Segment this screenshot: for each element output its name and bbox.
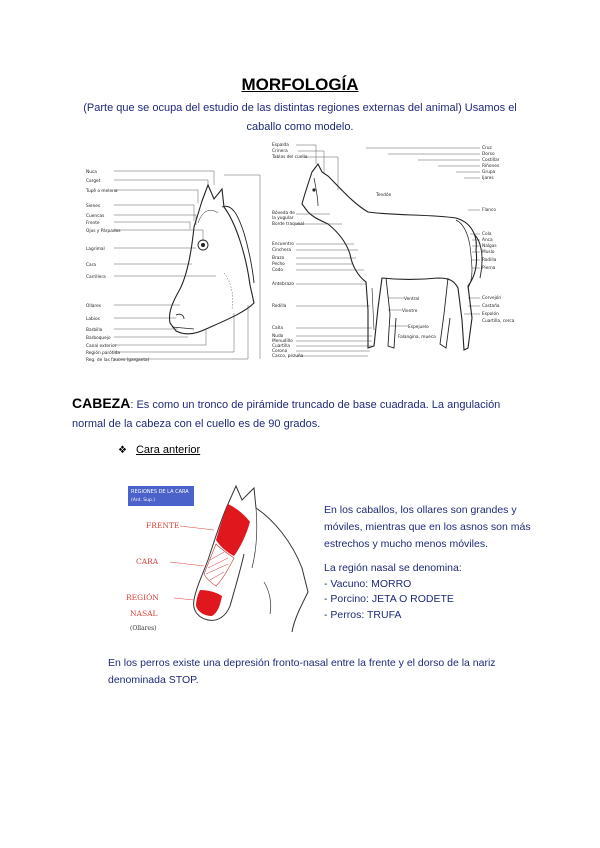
svg-text:Corona: Corona [272,349,288,354]
footer-paragraph: En los perros existe una depresión fronto-nasal entre la frente y el dorso de la nariz denominada STOP. [108,657,496,686]
svg-text:Cuartilla, cerca: Cuartilla, cerca [482,319,515,324]
label-author: (Ollares) [130,625,157,632]
nasal-list [324,561,534,623]
svg-text:Nudo: Nudo [272,334,284,339]
svg-text:Reg. de las fauces (garganta): Reg. de las fauces (garganta) [86,358,150,363]
bullet-cara-anterior [118,444,200,456]
svg-text:Casco, pezuña: Casco, pezuña [272,354,304,359]
ollares-paragraph: En los caballos, los ollares son grandes y móviles, mientras que en los asnos son más estrechos y mucho menos móviles. [324,504,531,550]
horse-head-diagram [84,163,262,371]
svg-text:Pierna: Pierna [482,266,496,271]
svg-text:Muslo: Muslo [482,250,495,255]
svg-text:Pecho: Pecho [272,262,285,267]
svg-text:Cruz: Cruz [482,146,492,151]
svg-text:Espejuelo: Espejuelo [408,325,429,330]
svg-text:Corvejón: Corvejón [482,296,502,301]
svg-text:Canal exterior: Canal exterior [86,344,117,349]
svg-text:Caña: Caña [272,326,283,331]
svg-text:Carrillera: Carrillera [86,275,106,280]
horse-body-diagram [268,138,520,362]
list-item: - Vacuno: MORRO [324,577,412,590]
svg-text:Bóveda de: Bóveda de [272,211,295,216]
nasal-intro: La región nasal se denomina: [324,562,462,574]
svg-text:Barboquejo: Barboquejo [86,336,111,341]
cabeza-heading: CABEZA [72,395,131,411]
svg-text:Nalgas: Nalgas [482,244,497,249]
svg-text:Ventral: Ventral [404,297,420,302]
svg-text:Rodilla: Rodilla [272,304,287,309]
svg-text:Castaña: Castaña [482,304,500,309]
svg-text:Riñones: Riñones [482,164,500,169]
svg-text:Carget: Carget [86,179,101,184]
svg-text:Espalda: Espalda [272,143,289,148]
svg-text:Ojos y Párpados: Ojos y Párpados [86,229,121,234]
cabeza-text: : Es como un tronco de pirámide truncado de base cuadrada. La angulación normal de la cabeza con el cuello es de 90 grados. [72,399,501,430]
svg-text:Flanco: Flanco [482,208,497,213]
label-frente: FRENTE [146,521,180,530]
svg-text:Frente: Frente [86,221,100,226]
svg-text:la yugular: la yugular [272,216,294,221]
svg-text:Vientre: Vientre [402,309,418,314]
svg-text:Grupa: Grupa [482,170,496,175]
page-subtitle: (Parte que se ocupa del estudio de las distintas regiones externas del animal) Usamos el caballo como modelo. [83,102,517,133]
svg-text:Falangina, mueca: Falangina, mueca [398,335,436,340]
bullet-label: Cara anterior [135,444,201,456]
face-box-title: REGIONES DE LA CARA [131,489,189,495]
cabeza-section [72,394,532,434]
list-item: - Porcino: JETA O RODETE [324,593,454,605]
face-box-sub: (Ant. Sup.) [131,498,156,503]
svg-text:Dorso: Dorso [482,152,495,157]
face-regions-diagram [124,482,314,644]
svg-text:Ijares: Ijares [482,176,494,181]
svg-text:Tupê o melena: Tupê o melena [86,189,118,194]
label-region: REGIÓN [126,593,159,602]
svg-text:Cuencas: Cuencas [86,214,105,219]
page-title: MORFOLOGÍA [241,75,359,94]
svg-text:Brazo: Brazo [272,256,285,261]
svg-text:Cola: Cola [482,232,492,237]
svg-text:Sienes: Sienes [86,204,101,209]
svg-text:Anca: Anca [482,238,493,243]
svg-text:Cara: Cara [86,263,97,268]
svg-text:Borde traqueal: Borde traqueal [272,222,305,227]
svg-text:Costillar: Costillar [482,158,500,163]
svg-text:Tendón: Tendón [376,193,392,198]
svg-text:Cuartilla: Cuartilla [272,344,291,349]
svg-text:Lagrimal: Lagrimal [86,247,105,252]
svg-text:Tablas del cuello: Tablas del cuello [272,155,308,160]
svg-text:Menudillo: Menudillo [272,339,293,344]
svg-text:Nuca: Nuca [86,170,97,175]
svg-text:Encuentro: Encuentro [272,242,294,247]
label-cara: CARA [136,557,159,566]
svg-text:Región parótida: Región parótida [86,351,120,356]
svg-text:Ollares: Ollares [86,304,101,309]
svg-text:Rodilla: Rodilla [482,258,497,263]
svg-text:Espolón: Espolón [482,312,499,317]
list-item: - Perros: TRUFA [324,608,402,621]
svg-text:Antebrazo: Antebrazo [272,282,295,287]
label-nasal: NASAL [130,609,158,618]
svg-text:Labios: Labios [86,317,100,322]
svg-text:Barbilla: Barbilla [86,328,103,333]
svg-text:Crinera: Crinera [272,149,288,154]
svg-text:Cinchera: Cinchera [272,248,292,253]
svg-text:Codo: Codo [272,268,283,273]
diamond-bullet-icon: ❖ [118,445,127,456]
